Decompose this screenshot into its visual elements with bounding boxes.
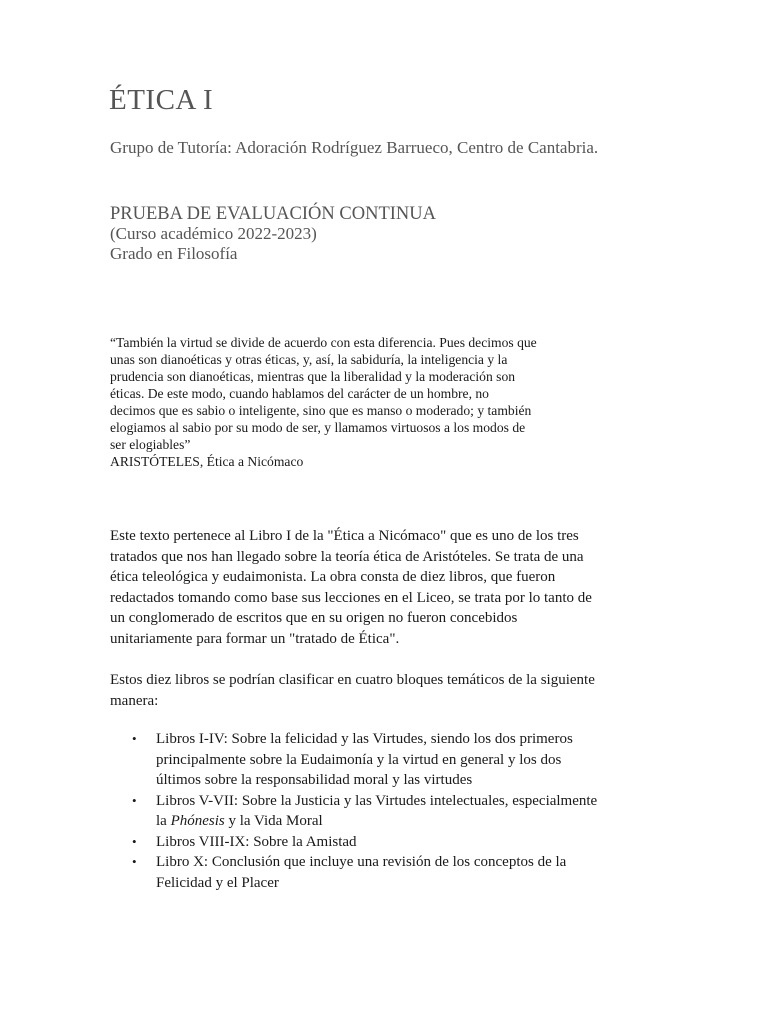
paragraph-line: un conglomerado de escritos que en su origen no fueron concebidos <box>110 610 518 626</box>
quote-line: ser elogiables” <box>110 437 191 452</box>
quote-line: unas son dianoéticas y otras éticas, y, así, la sabiduría, la inteligencia y la <box>110 352 508 367</box>
quote-attribution: ARISTÓTELES, Ética a Nicómaco <box>110 454 304 469</box>
list-item-line: últimos sobre la responsabilidad moral y las virtudes <box>156 772 473 788</box>
list-item <box>110 791 670 832</box>
list-item <box>110 832 670 853</box>
quote-line: “También la virtud se divide de acuerdo con esta diferencia. Pues decimos que <box>110 335 537 350</box>
list-item-line: Libros I-IV: Sobre la felicidad y las Virtudes, siendo los dos primeros <box>156 731 573 747</box>
list-item-line: Libros VIII-IX: Sobre la Amistad <box>156 833 357 850</box>
phonesis-term: Phónesis <box>170 813 225 829</box>
quote-line: éticas. De este modo, cuando hablamos del carácter de un hombre, no <box>110 386 489 401</box>
evaluation-title: PRUEBA DE EVALUACIÓN CONTINUA <box>110 204 436 224</box>
list-item-line <box>156 811 670 832</box>
aristotle-quote <box>110 334 610 470</box>
paragraph-line: Estos diez libros se podrían clasificar en cuatro bloques temáticos de la siguiente <box>110 672 595 688</box>
list-item <box>110 729 670 791</box>
list-item-text: y la Vida Moral <box>224 813 323 829</box>
list-item-line: principalmente sobre la Eudaimonía y la virtud en general y los dos <box>156 751 562 768</box>
bullet-icon: • <box>132 833 137 849</box>
bullet-icon: • <box>132 731 137 746</box>
thematic-blocks-list <box>110 729 670 893</box>
evaluation-heading-block <box>110 204 436 264</box>
list-item-text: la <box>156 813 171 829</box>
paragraph-line: unitariamente para formar un "tratado de Ética". <box>110 630 400 647</box>
intro-paragraph <box>110 526 592 649</box>
degree-name: Grado en Filosofía <box>110 244 238 263</box>
list-item-line: Felicidad y el Placer <box>156 874 279 891</box>
paragraph-line: redactados tomando como base sus lecciones en el Liceo, se trata por lo tanto de <box>110 589 592 606</box>
tutoring-group-line: Grupo de Tutoría: Adoración Rodríguez Barrueco, Centro de Cantabria. <box>110 138 599 157</box>
paragraph-line: Este texto pertenece al Libro I de la "Ética a Nicómaco" que es uno de los tres <box>110 528 579 544</box>
list-item-line: Libros V-VII: Sobre la Justicia y las Virtudes intelectuales, especialmente <box>156 792 598 809</box>
paragraph-line: ética teleológica y eudaimonista. La obra consta de diez libros, que fueron <box>110 569 556 585</box>
paragraph-line: tratados que nos han llegado sobre la teoría ética de Aristóteles. Se trata de una <box>110 548 584 565</box>
classification-paragraph <box>110 670 595 711</box>
page-title: ÉTICA I <box>109 84 214 116</box>
bullet-icon: • <box>132 792 137 808</box>
list-item-line: Libro X: Conclusión que incluye una revisión de los conceptos de la <box>156 854 567 870</box>
paragraph-line: manera: <box>110 692 159 709</box>
quote-line: prudencia son dianoéticas, mientras que la liberalidad y la moderación son <box>110 369 516 384</box>
quote-line: decimos que es sabio o inteligente, sino que es manso o moderado; y también <box>110 403 532 418</box>
bullet-icon: • <box>132 854 137 869</box>
quote-line: elogiamos al sabio por su modo de ser, y llamamos virtuosos a los modos de <box>110 420 526 435</box>
list-item <box>110 852 670 893</box>
academic-year: (Curso académico 2022-2023) <box>110 224 317 243</box>
